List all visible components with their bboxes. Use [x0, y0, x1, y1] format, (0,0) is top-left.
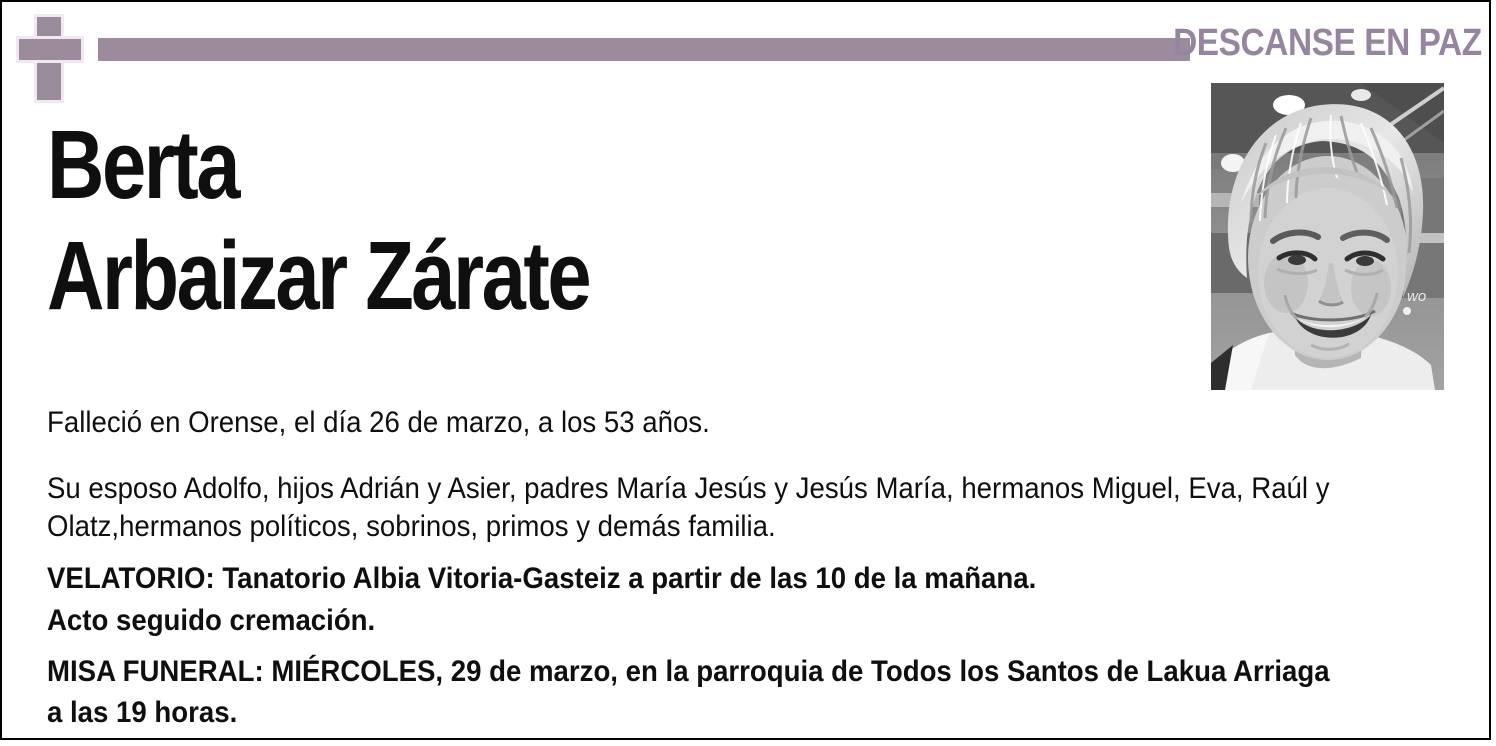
deceased-last-name: Arbaizar Zárate — [47, 220, 590, 330]
header-rule — [98, 38, 1190, 61]
family-line: Olatz,hermanos políticos, sobrinos, primos y demás familia. — [47, 510, 776, 543]
deceased-first-name: Berta — [47, 110, 239, 219]
misa-funeral-paragraph — [47, 651, 1441, 733]
velatorio-line: Acto seguido cremación. — [47, 604, 376, 637]
death-notice: Falleció en Orense, el día 26 de marzo, a los 53 años. — [47, 406, 710, 439]
svg-text:wo: wo — [1407, 288, 1427, 305]
rip-label: DESCANSE EN PAZ — [1173, 22, 1482, 64]
christian-cross-icon — [16, 14, 84, 103]
misa-funeral-line: a las 19 horas. — [47, 696, 238, 729]
family-line: Su esposo Adolfo, hijos Adrián y Asier, padres María Jesús y Jesús María, hermanos Miguel, Eva, Raúl y — [47, 472, 1330, 505]
velatorio-paragraph — [47, 558, 1122, 642]
deceased-name — [47, 110, 589, 331]
family-paragraph — [47, 470, 1441, 546]
portrait-photo — [1211, 83, 1444, 390]
misa-funeral-line: MISA FUNERAL: MIÉRCOLES, 29 de marzo, en la parroquia de Todos los Santos de Lakua Arriaga — [47, 655, 1330, 688]
velatorio-line: VELATORIO: Tanatorio Albia Vitoria-Gasteiz a partir de las 10 de la mañana. — [47, 562, 1037, 595]
